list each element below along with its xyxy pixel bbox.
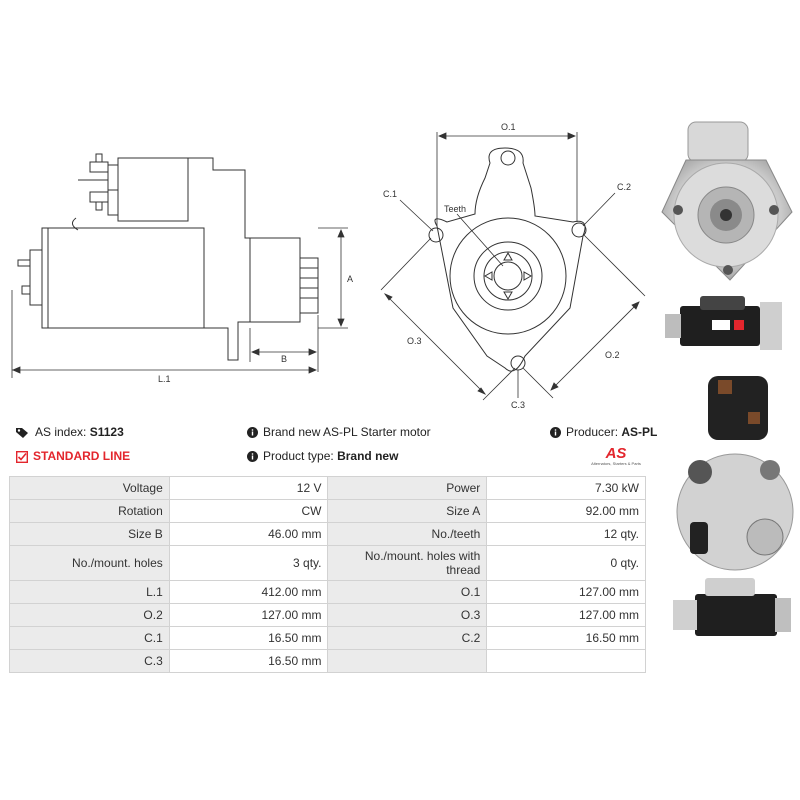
table-row <box>10 477 646 500</box>
table-row <box>10 650 646 673</box>
checkbox-icon <box>16 451 28 463</box>
info-icon <box>247 427 258 438</box>
table-row <box>10 581 646 604</box>
as-index <box>16 425 124 439</box>
product-description <box>247 425 431 439</box>
producer <box>550 425 657 439</box>
spec-value: 0 qty. <box>487 546 646 581</box>
spec-value: 127.00 mm <box>487 581 646 604</box>
tags-icon <box>16 427 30 439</box>
product-type-label: Product type: <box>263 449 334 463</box>
spec-value: CW <box>169 500 328 523</box>
standard-line-label: STANDARD LINE <box>33 449 131 463</box>
spec-label: O.2 <box>10 604 170 627</box>
spec-value: 46.00 mm <box>169 523 328 546</box>
spec-label: Size A <box>328 500 487 523</box>
spec-value: 127.00 mm <box>487 604 646 627</box>
dim-c1-label: C.1 <box>383 189 398 199</box>
spec-label: No./mount. holes <box>10 546 170 581</box>
logo-text: AS <box>605 445 627 462</box>
producer-label: Producer: <box>566 425 619 439</box>
spec-label: No./mount. holes with thread <box>328 546 487 581</box>
teeth-label: Teeth <box>444 204 467 214</box>
product-photo-side-top <box>660 292 790 357</box>
dim-o3-label: O.3 <box>407 336 422 346</box>
info-icon <box>550 427 561 438</box>
info-icon <box>247 451 258 462</box>
dim-o1-label: O.1 <box>501 122 516 132</box>
as-pl-logo <box>584 446 648 467</box>
spec-label: O.1 <box>328 581 487 604</box>
spec-value: 127.00 mm <box>169 604 328 627</box>
spec-value: 7.30 kW <box>487 477 646 500</box>
spec-label: L.1 <box>10 581 170 604</box>
spec-value: 12 qty. <box>487 523 646 546</box>
dim-c3-label: C.3 <box>511 400 526 410</box>
standard-line <box>16 449 130 463</box>
table-row <box>10 523 646 546</box>
dim-o2-label: O.2 <box>605 350 620 360</box>
as-index-value: S1123 <box>89 425 124 439</box>
spec-label: Rotation <box>10 500 170 523</box>
spec-label: Voltage <box>10 477 170 500</box>
table-row <box>10 627 646 650</box>
spec-label: C.2 <box>328 627 487 650</box>
product-photo-side-bottom <box>665 574 795 644</box>
product-photo-rear <box>660 372 800 572</box>
dim-l1-label: L.1 <box>158 374 171 384</box>
spec-value: 3 qty. <box>169 546 328 581</box>
spec-value: 412.00 mm <box>169 581 328 604</box>
logo-tagline: Alternators, Starters & Parts <box>591 461 641 466</box>
front-view-drawing <box>375 118 660 418</box>
dim-a-label: A <box>347 274 354 284</box>
table-row <box>10 604 646 627</box>
spec-label: No./teeth <box>328 523 487 546</box>
product-type <box>247 449 398 463</box>
dim-c2-label: C.2 <box>617 182 632 192</box>
table-row <box>10 546 646 581</box>
dim-b-label: B <box>281 354 288 364</box>
spec-table <box>9 476 646 673</box>
spec-label: C.1 <box>10 627 170 650</box>
side-view-drawing <box>8 150 363 390</box>
spec-value: 92.00 mm <box>487 500 646 523</box>
spec-label: Size B <box>10 523 170 546</box>
spec-value: 12 V <box>169 477 328 500</box>
spec-label: O.3 <box>328 604 487 627</box>
spec-label: C.3 <box>10 650 170 673</box>
spec-label <box>328 650 487 673</box>
spec-value: 16.50 mm <box>487 627 646 650</box>
spec-value: 16.50 mm <box>169 627 328 650</box>
product-type-value: Brand new <box>337 449 399 463</box>
description-text: Brand new AS-PL Starter motor <box>263 425 431 439</box>
as-index-label: AS index: <box>35 425 87 439</box>
spec-label: Power <box>328 477 487 500</box>
producer-value: AS-PL <box>621 425 658 439</box>
spec-value: 16.50 mm <box>169 650 328 673</box>
product-photo-front <box>656 120 796 285</box>
table-row <box>10 500 646 523</box>
spec-value <box>487 650 646 673</box>
